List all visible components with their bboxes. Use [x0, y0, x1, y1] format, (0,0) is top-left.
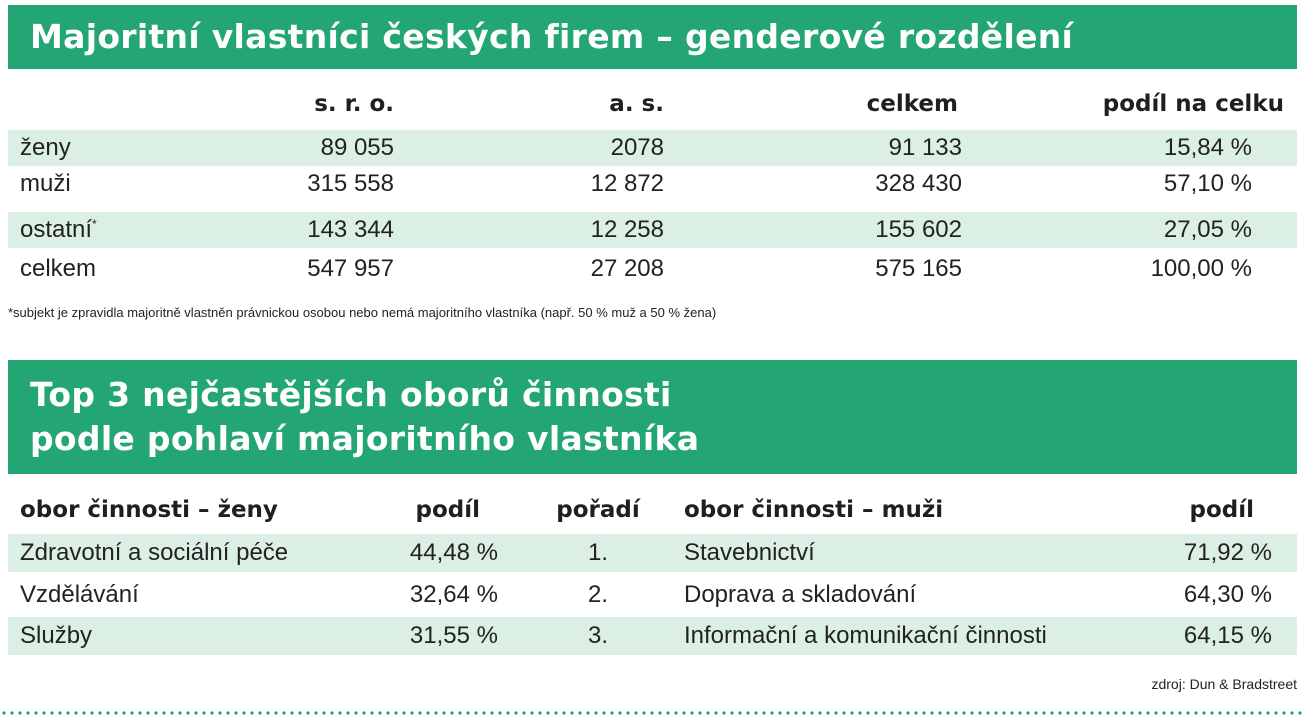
cell-as: 2078 [610, 134, 664, 161]
cell-as: 12 872 [590, 170, 664, 197]
cell-obor-zeny: Zdravotní a sociální péče [20, 539, 289, 566]
cell-celkem: 91 133 [888, 134, 962, 161]
dotted-divider [0, 710, 1305, 716]
cell-sro: 143 344 [307, 216, 394, 243]
cell-podil-muzi: 64,30 % [1183, 581, 1272, 608]
cell-as: 27 208 [590, 255, 664, 282]
cell-podil-muzi: 71,92 % [1183, 539, 1272, 566]
cell-sro: 547 957 [307, 255, 394, 282]
cell-podil: 15,84 % [1163, 134, 1252, 161]
table2-title-line2: podle pohlaví majoritního vlastníka [30, 419, 700, 458]
table-row [8, 576, 1297, 614]
table-row [8, 617, 1297, 655]
cell-podil-zeny: 31,55 % [409, 622, 498, 649]
table-row [8, 130, 1297, 166]
cell-celkem: 328 430 [875, 170, 962, 197]
cell-poradi: 1. [587, 539, 608, 566]
row-label: ženy [20, 134, 71, 161]
table2-header-row [8, 490, 1297, 530]
col-header-poradi: pořadí [556, 497, 640, 523]
table-row [8, 166, 1297, 202]
col-header-celkem: celkem [866, 91, 958, 117]
cell-obor-muzi: Doprava a skladování [684, 581, 917, 608]
cell-obor-muzi: Stavebnictví [684, 539, 815, 566]
col-header-podil: podíl na celku [1102, 91, 1284, 117]
table2-title-line1: Top 3 nejčastějších oborů činnosti [30, 375, 672, 414]
footnote: *subjekt je zpravidla majoritně vlastněn právnickou osobou nebo nemá majoritního vlastníka (např. 50 % muž a 50 % žena) [8, 305, 717, 320]
cell-podil: 57,10 % [1163, 170, 1252, 197]
table1-header-row [8, 84, 1297, 124]
cell-poradi: 2. [587, 581, 608, 608]
cell-podil-muzi: 64,15 % [1183, 622, 1272, 649]
table2-title [8, 360, 1297, 474]
cell-podil: 27,05 % [1163, 216, 1252, 243]
col-header-sro: s. r. o. [314, 91, 394, 117]
col-header-obor-zeny: obor činnosti – ženy [20, 497, 278, 523]
source-note: zdroj: Dun & Bradstreet [1151, 676, 1297, 692]
col-header-obor-muzi: obor činnosti – muži [684, 497, 944, 523]
cell-sro: 89 055 [320, 134, 394, 161]
row-label: muži [20, 170, 71, 197]
table1-title: Majoritní vlastníci českých firem – genderové rozdělení [8, 5, 1297, 69]
cell-obor-zeny: Vzdělávání [20, 581, 139, 608]
cell-podil-zeny: 32,64 % [409, 581, 498, 608]
cell-sro: 315 558 [307, 170, 394, 197]
cell-poradi: 3. [587, 622, 608, 649]
table-row [8, 534, 1297, 572]
footnote-marker: * [92, 217, 97, 231]
cell-as: 12 258 [590, 216, 664, 243]
cell-podil-zeny: 44,48 % [409, 539, 498, 566]
table-row [8, 212, 1297, 248]
cell-podil: 100,00 % [1150, 255, 1252, 282]
cell-obor-muzi: Informační a komunikační činnosti [684, 622, 1047, 649]
col-header-podil-zeny: podíl [415, 497, 480, 523]
col-header-as: a. s. [609, 91, 664, 117]
cell-celkem: 575 165 [875, 255, 962, 282]
cell-celkem: 155 602 [875, 216, 962, 243]
cell-obor-zeny: Služby [20, 622, 93, 649]
col-header-podil-muzi: podíl [1189, 497, 1254, 523]
row-label: ostatní* [20, 216, 97, 243]
row-label: celkem [20, 255, 97, 282]
table-row [8, 251, 1297, 287]
